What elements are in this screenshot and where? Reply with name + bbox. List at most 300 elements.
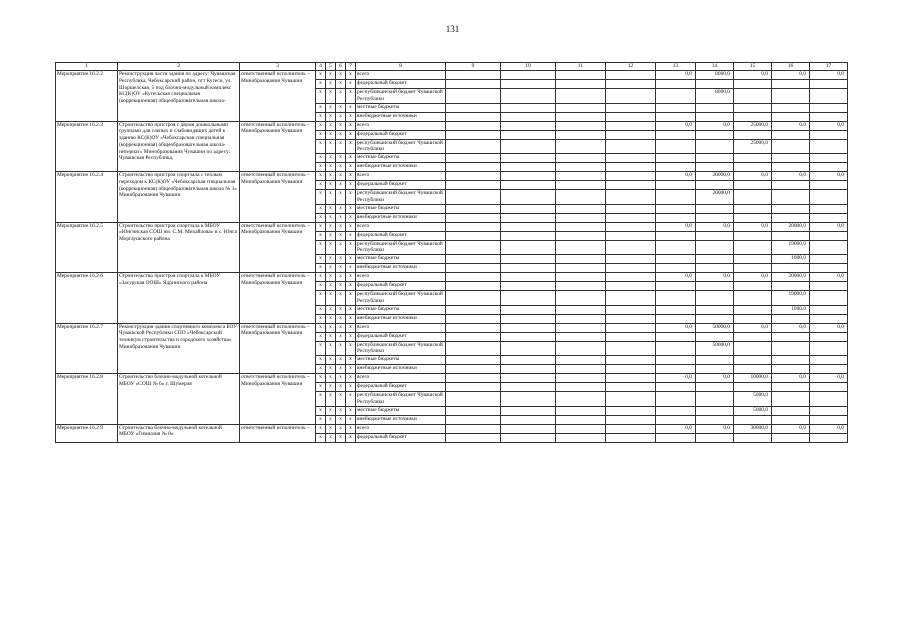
amount-v14 (696, 213, 734, 222)
empty-year-cell (606, 374, 656, 383)
empty-year-cell (446, 264, 501, 273)
code-mark: x (326, 424, 336, 433)
amount-v13: 0,0 (656, 222, 696, 231)
amount-v14 (696, 103, 734, 112)
code-mark: x (346, 365, 356, 374)
responsible-executor: ответственный исполнитель – Минобразования Чувашии (240, 71, 316, 122)
code-mark: x (336, 341, 346, 356)
code-mark: x (336, 130, 346, 139)
responsible-executor: ответственный исполнитель – (240, 424, 316, 442)
empty-year-cell (556, 255, 606, 264)
amount-v17 (810, 231, 848, 240)
amount-v14 (696, 163, 734, 172)
amount-v15 (734, 332, 772, 341)
empty-year-cell (606, 341, 656, 356)
code-mark: x (326, 130, 336, 139)
empty-year-cell (606, 240, 656, 255)
empty-year-cell (556, 172, 606, 181)
code-mark: x (316, 121, 326, 130)
funding-source: республиканский бюджет Чувашской Республики (356, 139, 446, 154)
code-mark: x (316, 172, 326, 181)
empty-year-cell (501, 433, 556, 442)
amount-v16 (772, 154, 810, 163)
code-mark: x (316, 433, 326, 442)
funding-source: всего (356, 424, 446, 433)
funding-source: федеральный бюджет (356, 383, 446, 392)
code-mark: x (326, 365, 336, 374)
amount-v14: 0,0 (696, 273, 734, 282)
code-mark: x (326, 121, 336, 130)
empty-year-cell (556, 154, 606, 163)
empty-year-cell (606, 415, 656, 424)
code-mark: x (346, 323, 356, 332)
code-mark: x (316, 240, 326, 255)
amount-v13 (656, 341, 696, 356)
empty-year-cell (501, 406, 556, 415)
funding-row (56, 323, 848, 332)
code-mark: x (336, 365, 346, 374)
code-mark: x (346, 392, 356, 407)
empty-year-cell (606, 71, 656, 80)
amount-v17 (810, 314, 848, 323)
code-mark: x (326, 181, 336, 190)
amount-v15: 5000,0 (734, 392, 772, 407)
empty-year-cell (606, 213, 656, 222)
measure-name: Строительство пристроя спортзала к МБОУ «Засурская ООШ» Ядринского района (118, 273, 240, 324)
amount-v15: 0,0 (734, 323, 772, 332)
measure-name: Строительство блочно-модульной котельной МБОУ «СОШ № 6» г. Шумерля (118, 374, 240, 425)
measure-code: Мероприятие 16.2.8 (56, 374, 118, 425)
empty-year-cell (606, 204, 656, 213)
code-mark: x (336, 181, 346, 190)
empty-year-cell (501, 341, 556, 356)
empty-year-cell (556, 291, 606, 306)
measure-code: Мероприятие 16.2.4 (56, 172, 118, 223)
empty-year-cell (556, 222, 606, 231)
empty-year-cell (556, 71, 606, 80)
amount-v14 (696, 282, 734, 291)
code-mark: x (346, 314, 356, 323)
column-number: 7 (346, 63, 356, 71)
empty-year-cell (606, 231, 656, 240)
funding-source: всего (356, 172, 446, 181)
code-mark: x (346, 190, 356, 205)
empty-year-cell (556, 356, 606, 365)
amount-v17: 0,0 (810, 424, 848, 433)
code-mark: x (336, 433, 346, 442)
empty-year-cell (501, 415, 556, 424)
amount-v16 (772, 190, 810, 205)
empty-year-cell (556, 383, 606, 392)
amount-v14: 0,0 (696, 222, 734, 231)
code-mark: x (336, 240, 346, 255)
amount-v16: 20000,0 (772, 222, 810, 231)
funding-source: всего (356, 222, 446, 231)
amount-v13 (656, 80, 696, 89)
measure-name: Реконструкция здания спортивного комплекса БОУ Чувашской Республики СПО «Чебоксарский техникум строительства и городского хозяйства» Минобразования Чувашии (118, 323, 240, 374)
empty-year-cell (446, 80, 501, 89)
code-mark: x (336, 356, 346, 365)
empty-year-cell (556, 130, 606, 139)
code-mark: x (346, 383, 356, 392)
funding-source: внебюджетные источники (356, 365, 446, 374)
code-mark: x (316, 282, 326, 291)
code-mark: x (346, 213, 356, 222)
code-mark: x (316, 314, 326, 323)
code-mark: x (326, 213, 336, 222)
measure-code: Мероприятие 16.2.9 (56, 424, 118, 442)
code-mark: x (326, 374, 336, 383)
empty-year-cell (606, 424, 656, 433)
empty-year-cell (446, 282, 501, 291)
program-table (55, 62, 848, 443)
empty-year-cell (556, 204, 606, 213)
empty-year-cell (446, 222, 501, 231)
code-mark: x (326, 103, 336, 112)
code-mark: x (316, 374, 326, 383)
amount-v13 (656, 112, 696, 121)
amount-v13 (656, 181, 696, 190)
empty-year-cell (606, 172, 656, 181)
responsible-executor: ответственный исполнитель – Минобразования Чувашии (240, 222, 316, 273)
empty-year-cell (446, 406, 501, 415)
amount-v17: 0,0 (810, 121, 848, 130)
amount-v17 (810, 154, 848, 163)
code-mark: x (316, 365, 326, 374)
empty-year-cell (556, 240, 606, 255)
empty-year-cell (446, 433, 501, 442)
responsible-executor: ответственный исполнитель – Минобразования Чувашии (240, 323, 316, 374)
empty-year-cell (556, 181, 606, 190)
amount-v17 (810, 291, 848, 306)
code-mark: x (336, 112, 346, 121)
amount-v14 (696, 240, 734, 255)
empty-year-cell (501, 424, 556, 433)
amount-v16: 0,0 (772, 424, 810, 433)
code-mark: x (316, 255, 326, 264)
amount-v13: 0,0 (656, 121, 696, 130)
empty-year-cell (556, 213, 606, 222)
amount-v15: 25000,0 (734, 139, 772, 154)
amount-v15 (734, 89, 772, 104)
amount-v14 (696, 181, 734, 190)
code-mark: x (346, 121, 356, 130)
code-mark: x (336, 172, 346, 181)
funding-source: местные бюджеты (356, 356, 446, 365)
empty-year-cell (501, 163, 556, 172)
amount-v13 (656, 139, 696, 154)
funding-source: местные бюджеты (356, 305, 446, 314)
code-mark: x (346, 204, 356, 213)
amount-v14: 20000,0 (696, 190, 734, 205)
amount-v14 (696, 305, 734, 314)
amount-v15: 25000,0 (734, 121, 772, 130)
empty-year-cell (501, 356, 556, 365)
amount-v16: 0,0 (772, 71, 810, 80)
code-mark: x (316, 89, 326, 104)
amount-v15 (734, 181, 772, 190)
amount-v13 (656, 406, 696, 415)
code-mark: x (336, 314, 346, 323)
amount-v13 (656, 89, 696, 104)
code-mark: x (336, 291, 346, 306)
empty-year-cell (446, 374, 501, 383)
empty-year-cell (501, 71, 556, 80)
code-mark: x (336, 213, 346, 222)
empty-year-cell (556, 139, 606, 154)
empty-year-cell (606, 273, 656, 282)
amount-v16: 0,0 (772, 121, 810, 130)
amount-v17 (810, 240, 848, 255)
code-mark: x (326, 112, 336, 121)
amount-v13: 0,0 (656, 172, 696, 181)
code-mark: x (346, 264, 356, 273)
code-mark: x (326, 282, 336, 291)
empty-year-cell (446, 323, 501, 332)
amount-v17 (810, 204, 848, 213)
code-mark: x (336, 231, 346, 240)
amount-v14: 8000,0 (696, 71, 734, 80)
code-mark: x (346, 103, 356, 112)
code-mark: x (326, 255, 336, 264)
amount-v15 (734, 255, 772, 264)
funding-source: местные бюджеты (356, 204, 446, 213)
code-mark: x (336, 374, 346, 383)
amount-v13 (656, 103, 696, 112)
amount-v13 (656, 305, 696, 314)
empty-year-cell (501, 112, 556, 121)
empty-year-cell (606, 282, 656, 291)
responsible-executor: ответственный исполнитель – Минобразования Чувашии (240, 374, 316, 425)
code-mark: x (316, 112, 326, 121)
amount-v17: 0,0 (810, 222, 848, 231)
empty-year-cell (501, 181, 556, 190)
funding-source: внебюджетные источники (356, 213, 446, 222)
empty-year-cell (556, 103, 606, 112)
empty-year-cell (446, 314, 501, 323)
code-mark: x (326, 291, 336, 306)
amount-v13 (656, 264, 696, 273)
funding-source: федеральный бюджет (356, 130, 446, 139)
code-mark: x (326, 273, 336, 282)
code-mark: x (316, 222, 326, 231)
empty-year-cell (501, 222, 556, 231)
code-mark: x (326, 163, 336, 172)
amount-v13 (656, 291, 696, 306)
code-mark: x (346, 139, 356, 154)
code-mark: x (326, 406, 336, 415)
code-mark: x (346, 374, 356, 383)
code-mark: x (346, 255, 356, 264)
column-number: 15 (734, 63, 772, 71)
amount-v15 (734, 264, 772, 273)
amount-v13 (656, 365, 696, 374)
empty-year-cell (606, 365, 656, 374)
funding-source: всего (356, 323, 446, 332)
amount-v13 (656, 332, 696, 341)
amount-v15: 0,0 (734, 222, 772, 231)
funding-source: республиканский бюджет Чувашской Республики (356, 89, 446, 104)
code-mark: x (316, 305, 326, 314)
amount-v17 (810, 383, 848, 392)
empty-year-cell (606, 291, 656, 306)
funding-source: внебюджетные источники (356, 264, 446, 273)
amount-v14: 0,0 (696, 374, 734, 383)
amount-v16: 0,0 (772, 172, 810, 181)
empty-year-cell (556, 374, 606, 383)
column-number: 1 (56, 63, 118, 71)
code-mark: x (346, 163, 356, 172)
funding-source: местные бюджеты (356, 406, 446, 415)
empty-year-cell (501, 231, 556, 240)
amount-v17 (810, 433, 848, 442)
column-number: 13 (656, 63, 696, 71)
amount-v17 (810, 80, 848, 89)
amount-v16: 1000,0 (772, 305, 810, 314)
page-number: 131 (445, 24, 460, 34)
column-number: 16 (772, 63, 810, 71)
empty-year-cell (501, 392, 556, 407)
funding-source: всего (356, 374, 446, 383)
empty-year-cell (501, 273, 556, 282)
code-mark: x (326, 305, 336, 314)
empty-year-cell (501, 190, 556, 205)
amount-v15 (734, 433, 772, 442)
empty-year-cell (501, 80, 556, 89)
amount-v16 (772, 103, 810, 112)
amount-v15 (734, 163, 772, 172)
amount-v14: 50000,0 (696, 323, 734, 332)
empty-year-cell (606, 163, 656, 172)
code-mark: x (336, 154, 346, 163)
code-mark: x (316, 323, 326, 332)
amount-v16 (772, 415, 810, 424)
amount-v15 (734, 341, 772, 356)
measure-name: Строительство пристроя спортзала с теплым переходом к КС(К)ОУ «Чебоксарская специальная (коррекционная) общеобразовательная школа № 3» Минобразования Чувашии (118, 172, 240, 223)
empty-year-cell (606, 190, 656, 205)
amount-v16: 19000,0 (772, 291, 810, 306)
amount-v17: 0,0 (810, 323, 848, 332)
empty-year-cell (501, 213, 556, 222)
code-mark: x (326, 356, 336, 365)
amount-v15 (734, 80, 772, 89)
amount-v13 (656, 190, 696, 205)
amount-v14 (696, 406, 734, 415)
amount-v13 (656, 163, 696, 172)
amount-v16 (772, 130, 810, 139)
code-mark: x (346, 154, 356, 163)
measure-code: Мероприятие 16.2.2 (56, 71, 118, 122)
empty-year-cell (446, 190, 501, 205)
amount-v15 (734, 291, 772, 306)
amount-v14 (696, 154, 734, 163)
responsible-executor: ответственный исполнитель – Минобразования Чувашии (240, 121, 316, 172)
funding-row (56, 424, 848, 433)
funding-source: федеральный бюджет (356, 181, 446, 190)
code-mark: x (336, 139, 346, 154)
empty-year-cell (606, 323, 656, 332)
empty-year-cell (606, 139, 656, 154)
code-mark: x (346, 89, 356, 104)
amount-v17 (810, 406, 848, 415)
empty-year-cell (501, 89, 556, 104)
funding-source: всего (356, 71, 446, 80)
amount-v16 (772, 89, 810, 104)
empty-year-cell (606, 332, 656, 341)
empty-year-cell (556, 305, 606, 314)
amount-v14 (696, 356, 734, 365)
code-mark: x (336, 282, 346, 291)
empty-year-cell (606, 255, 656, 264)
code-mark: x (316, 71, 326, 80)
amount-v16: 0,0 (772, 323, 810, 332)
measure-code: Мероприятие 16.2.3 (56, 121, 118, 172)
amount-v16 (772, 314, 810, 323)
funding-source: местные бюджеты (356, 103, 446, 112)
amount-v17: 0,0 (810, 71, 848, 80)
code-mark: x (326, 433, 336, 442)
amount-v13 (656, 240, 696, 255)
code-mark: x (346, 172, 356, 181)
responsible-executor: ответственный исполнитель – Минобразования Чувашии (240, 273, 316, 324)
amount-v17: 0,0 (810, 374, 848, 383)
code-mark: x (326, 80, 336, 89)
empty-year-cell (501, 139, 556, 154)
code-mark: x (326, 314, 336, 323)
empty-year-cell (556, 282, 606, 291)
code-mark: x (316, 80, 326, 89)
amount-v14 (696, 255, 734, 264)
column-number: 5 (326, 63, 336, 71)
amount-v15 (734, 213, 772, 222)
amount-v16: 20000,0 (772, 273, 810, 282)
code-mark: x (346, 231, 356, 240)
empty-year-cell (556, 424, 606, 433)
code-mark: x (336, 163, 346, 172)
amount-v15: 0,0 (734, 71, 772, 80)
measure-code: Мероприятие 16.2.6 (56, 273, 118, 324)
amount-v17 (810, 163, 848, 172)
amount-v14 (696, 139, 734, 154)
code-mark: x (326, 383, 336, 392)
empty-year-cell (446, 130, 501, 139)
amount-v17 (810, 282, 848, 291)
amount-v13 (656, 204, 696, 213)
empty-year-cell (606, 80, 656, 89)
code-mark: x (316, 231, 326, 240)
amount-v15 (734, 415, 772, 424)
amount-v16 (772, 433, 810, 442)
empty-year-cell (501, 172, 556, 181)
code-mark: x (316, 103, 326, 112)
empty-year-cell (556, 314, 606, 323)
empty-year-cell (446, 103, 501, 112)
code-mark: x (336, 392, 346, 407)
amount-v16 (772, 181, 810, 190)
empty-year-cell (446, 240, 501, 255)
code-mark: x (336, 264, 346, 273)
code-mark: x (316, 273, 326, 282)
amount-v16 (772, 112, 810, 121)
amount-v17 (810, 341, 848, 356)
empty-year-cell (501, 204, 556, 213)
column-number: 8 (356, 63, 446, 71)
code-mark: x (346, 130, 356, 139)
amount-v15 (734, 305, 772, 314)
code-mark: x (326, 264, 336, 273)
funding-source: республиканский бюджет Чувашской Республики (356, 392, 446, 407)
code-mark: x (316, 341, 326, 356)
